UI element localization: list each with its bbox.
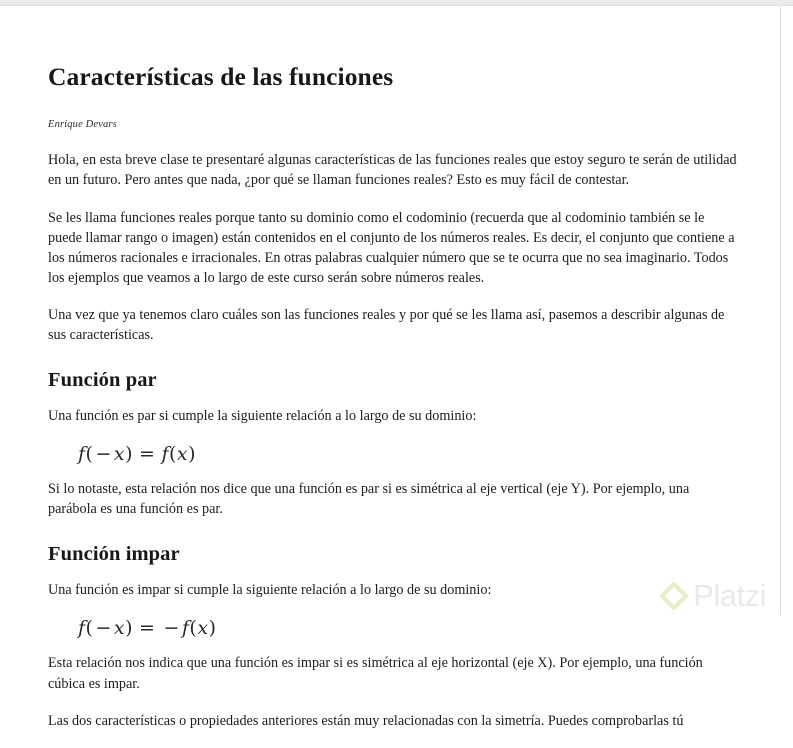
math-symbol-x-rhs: x: [197, 617, 209, 640]
math-paren-close-rhs: ): [208, 617, 217, 640]
paragraph-transition: Una vez que ya tenemos claro cuáles son las funciones reales y por qué se les llama así, pasemos a describir algunas de sus características.: [48, 307, 725, 344]
author-byline: Enrique Devars: [48, 119, 117, 131]
math-paren-close: ): [125, 443, 134, 466]
page-title: Características de las funciones: [48, 62, 394, 91]
math-symbol-x: x: [113, 443, 126, 466]
math-symbol-f-rhs: f: [161, 443, 169, 466]
math-paren-close-rhs: ): [188, 443, 197, 466]
heading-funcion-par: Función par: [48, 368, 157, 391]
paragraph-odd-explanation: Esta relación nos indica que una función es impar si es simétrica al eje horizontal (eje X). Por ejemplo, una función cúbica es impar.: [48, 655, 703, 692]
math-symbol-f-rhs: f: [181, 617, 190, 640]
paragraph-symmetry-closing: Las dos características o propiedades anteriores están muy relacionadas con la simetría. Puedes comprobarlas tú: [48, 712, 684, 729]
math-symbol-x-rhs: x: [176, 443, 189, 466]
document-page: [0, 6, 781, 729]
paragraph-odd-intro: Una función es impar si cumple la siguiente relación a lo largo de su dominio:: [48, 582, 492, 599]
platzi-wordmark: Platzi: [693, 578, 766, 613]
paragraph-even-intro: Una función es par si cumple la siguiente relación a lo largo de su dominio:: [48, 408, 477, 425]
formula-even-function: [48, 443, 741, 465]
math-paren-close: ): [125, 617, 134, 640]
math-symbol-f: f: [78, 617, 86, 640]
math-equals: =: [139, 443, 156, 466]
math-symbol-x: x: [113, 617, 126, 640]
math-paren-open-rhs: (: [169, 443, 177, 466]
math-paren-open: (: [85, 443, 94, 466]
paragraph-real-functions: Se les llama funciones reales porque tanto su dominio como el codominio (recuerda que al codominio también se le puede llamar rango o imagen) están contenidos en el conjunto de los números reales. Es decir, el conjunto que contiene a los números racionales e irracionales. En otras palabras cualquier número que se te ocurra que no sea imaginario. Todos los ejemplos que veamos a lo largo de este curso serán sobre números reales.: [48, 209, 735, 287]
math-minus-rhs: −: [163, 617, 180, 640]
math-minus: −: [95, 617, 112, 640]
math-equals: =: [139, 617, 156, 640]
paragraph-intro: Hola, en esta breve clase te presentaré algunas características de las funciones reales que estoy seguro te serán de utilidad en un futuro. Pero antes que nada, ¿por qué se llaman funciones reales? Esto es muy fácil de contestar.: [48, 152, 737, 189]
article-body: [48, 62, 741, 748]
math-paren-open-rhs: (: [189, 617, 198, 640]
formula-odd-function: [48, 617, 741, 639]
math-paren-open: (: [85, 617, 94, 640]
math-minus: −: [95, 443, 112, 466]
heading-funcion-impar: Función impar: [48, 542, 180, 565]
math-symbol-f: f: [78, 443, 86, 466]
paragraph-even-explanation: Si lo notaste, esta relación nos dice que una función es par si es simétrica al eje vertical (eje Y). Por ejemplo, una parábola es una función es par.: [48, 481, 690, 518]
